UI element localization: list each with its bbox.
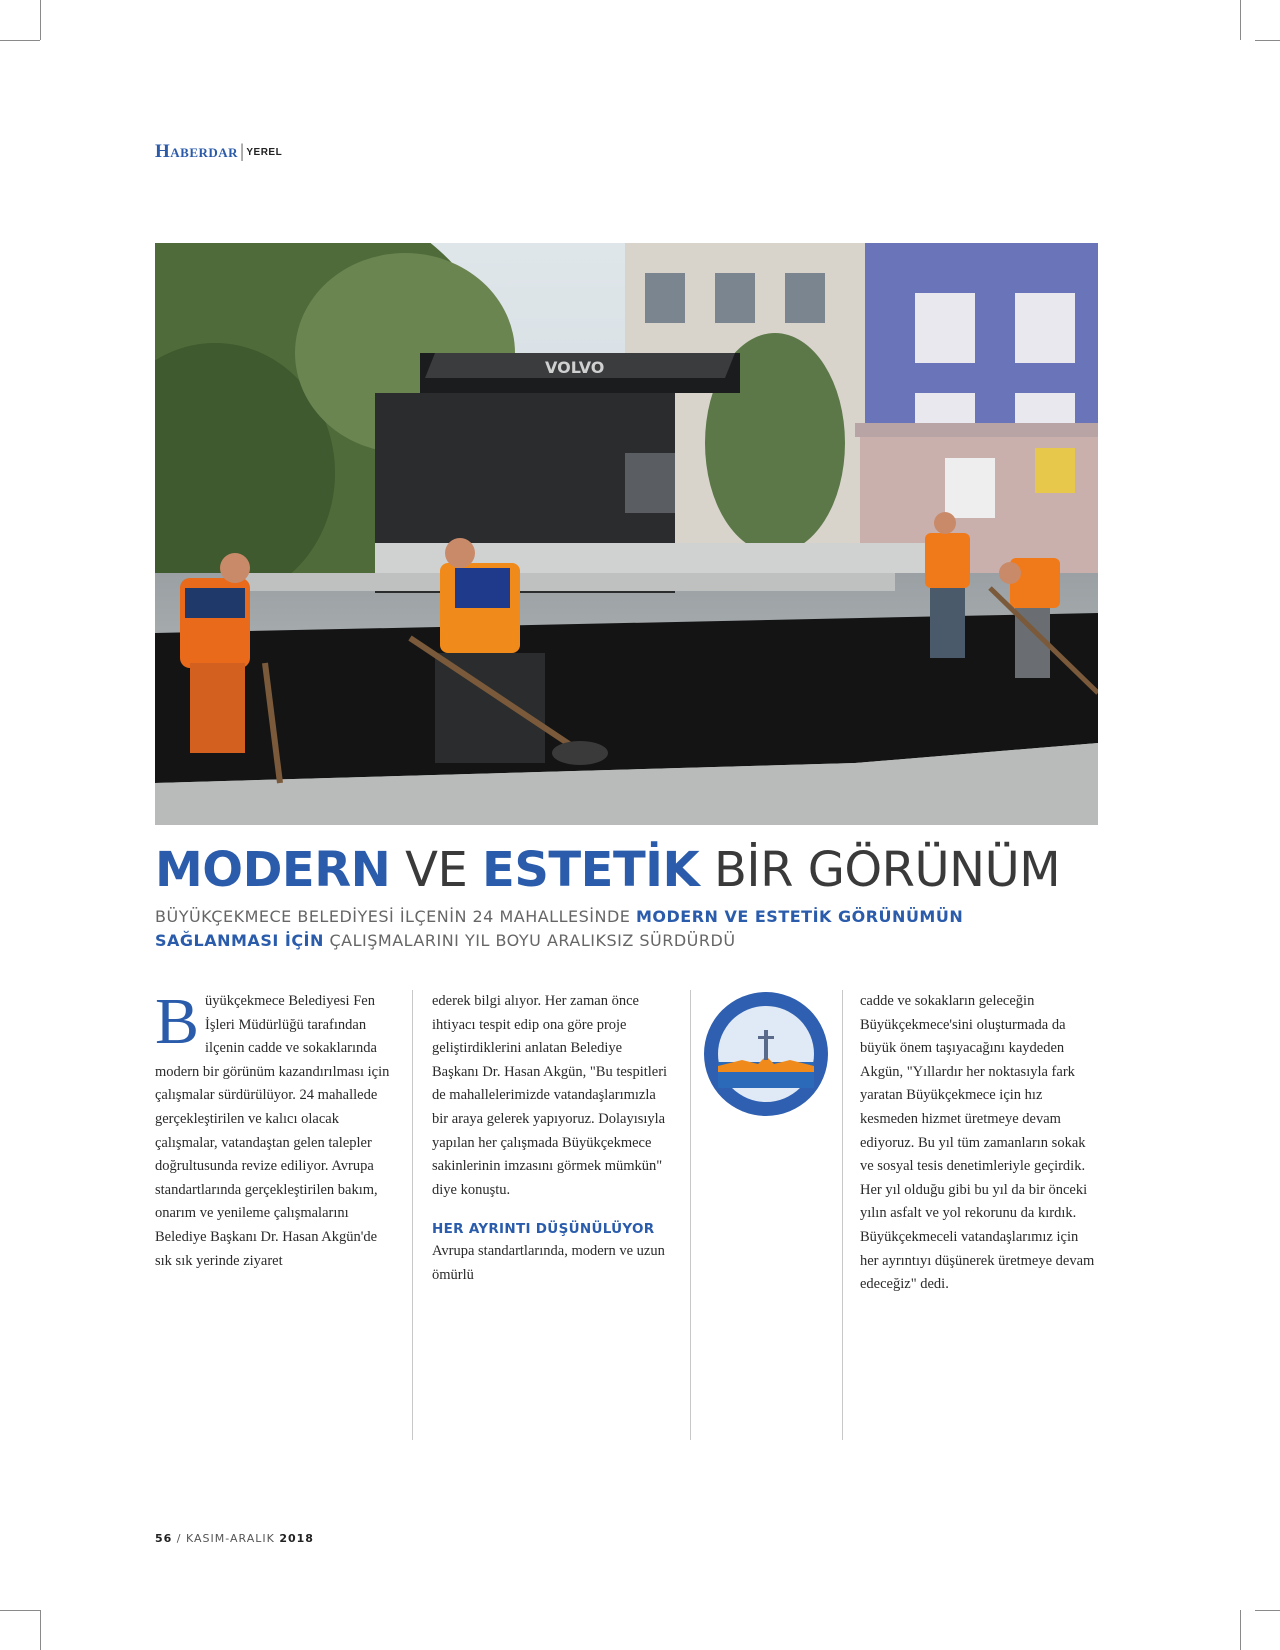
column-3-text: cadde ve sokakların geleceğin Büyükçekmece'sini oluşturmada da büyük önem taşıyacağını kaydeden Akgün, "Yıllardır her noktasıyla fark yaratan Büyükçekmece için hız kesmeden hizmet üretmeye devam ediyoruz. Bu yıl tüm zamanların sokak ve sosyal tesis denetimleriyle geçirdik. Her yıl olduğu gibi bu yıl da bir önceki yılın asfalt ve yol rekorunu da kırdık. Büyükçekmeceli vatandaşlarımız için her ayrıntıyı düşünerek üretmeye devam edeceğiz" dedi.	[860, 993, 1095, 1293]
title-part-ve: VE	[405, 842, 468, 898]
page-number: 56	[155, 1532, 173, 1545]
title-part-estetik: ESTETİK	[482, 842, 700, 898]
article-column-3	[860, 990, 1098, 1297]
page-footer	[155, 1532, 314, 1545]
column-divider	[842, 990, 843, 1440]
column-2-text: ederek bilgi alıyor. Her zaman önce ihtiyacı tespit edip ona göre proje geliştirdiklerini anlatan Belediye Başkanı Dr. Hasan Akgün, "Bu tespitleri de mahallelerimizde vatandaşlarımızla bir araya gelerek yapıyoruz. Dolayısıyla yapılan her çalışmada Büyükçekmece sakinlerinin imzasını görmek mümkün" diye konuştu.	[432, 993, 668, 1198]
article-column-2	[432, 990, 670, 1288]
crop-mark	[1240, 1610, 1241, 1650]
header-separator: |	[240, 141, 245, 162]
issue-label: / KASIM-ARALIK	[172, 1532, 280, 1545]
title-part-modern: MODERN	[155, 842, 391, 898]
crop-mark	[0, 40, 40, 41]
asphalt-paving-photo	[155, 243, 1098, 825]
crop-mark	[1255, 1610, 1280, 1611]
column-2-text-after: Avrupa standartlarında, modern ve uzun ömürlü	[432, 1243, 665, 1283]
article-title	[155, 842, 1060, 898]
issue-year: 2018	[279, 1532, 314, 1545]
subtitle-part-3: ÇALIŞMALARINI YIL BOYU ARALIKSIZ SÜRDÜRDÜ	[323, 931, 736, 950]
column-1-text: üyükçekmece Belediyesi Fen İşleri Müdürlüğü tarafından ilçenin cadde ve sokaklarında modern bir görünüm kazandırılması için çalışmalar sürdürülüyor. 24 mahallede gerçekleştirilen ve kalıcı olacak çalışmalar, vatandaştan gelen talepler doğrultusunda revize ediliyor. Avrupa standartlarında gerçekleştirilen bakım, onarım ve yenileme çalışmalarını Belediye Başkanı Dr. Hasan Akgün'de sık sık yerinde ziyaret	[155, 993, 390, 1269]
subtitle-part-1: BÜYÜKÇEKMECE BELEDİYESİ İLÇENİN 24 MAHALLESİNDE	[155, 907, 636, 926]
drop-cap: B	[155, 985, 200, 1058]
crop-mark	[40, 0, 41, 40]
section-label: YEREL	[246, 147, 283, 158]
magazine-name: Haberdar	[155, 141, 239, 162]
volvo-sign: VOLVO	[545, 358, 605, 377]
title-part-bir-gorunum: BİR GÖRÜNÜM	[714, 842, 1061, 898]
article-subtitle	[155, 905, 1055, 953]
article-column-1	[155, 985, 393, 1273]
subtitle-part-2: MODERN VE ESTETİK GÖRÜNÜMÜN SAĞLANMASI İÇİN	[155, 907, 964, 950]
crop-mark	[40, 1610, 41, 1650]
crop-mark	[1255, 40, 1280, 41]
article-photo	[155, 243, 1098, 825]
magazine-header	[155, 141, 282, 163]
municipality-logo-icon	[702, 990, 830, 1118]
column-divider	[690, 990, 691, 1440]
crop-mark	[0, 1610, 40, 1611]
section-subhead: HER AYRINTI DÜŞÜNÜLÜYOR	[432, 1221, 655, 1238]
crop-mark	[1240, 0, 1241, 40]
column-divider	[412, 990, 413, 1440]
